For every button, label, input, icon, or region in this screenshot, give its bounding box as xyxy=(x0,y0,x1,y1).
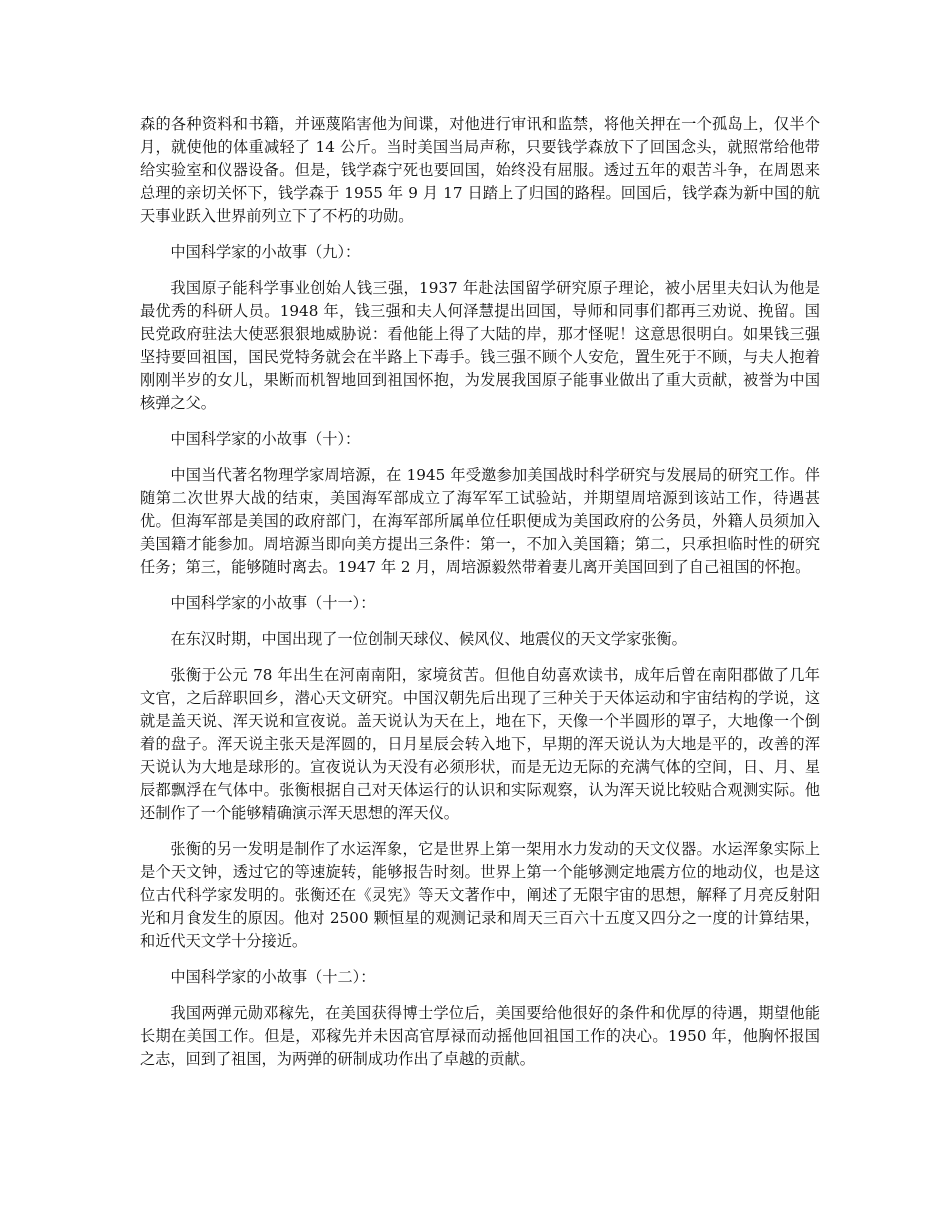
document-page xyxy=(140,113,820,1084)
story-heading-10: 中国科学家的小故事（十）： xyxy=(170,430,361,448)
story-heading-11: 中国科学家的小故事（十一）： xyxy=(170,594,376,612)
paragraph-deng-jiaxian: 我国两弹元勋邓稼先，在美国获得博士学位后，美国要给他很好的条件和优厚的待遇，期望他能长期在美国工作。但是，邓稼先并未因高官厚禄而动摇他回祖国工作的决心。1950 年，他胸怀报国之志，回到了祖国，为两弹的研制成功作出了卓越的贡献。 xyxy=(140,1004,820,1068)
paragraph-zhang-heng-intro: 在东汉时期，中国出现了一位创制天球仪、候风仪、地震仪的天文学家张衡。 xyxy=(170,630,687,648)
story-heading-9: 中国科学家的小故事（九）： xyxy=(170,243,361,261)
paragraph-qian-sanqiang: 我国原子能科学事业创始人钱三强，1937 年赴法国留学研究原子理论，被小居里夫妇认为他是最优秀的科研人员。1948 年，钱三强和夫人何泽慧提出回国，导师和同事们都再三劝说、挽留。国民党政府驻法大使恶狠狠地威胁说：看他能上得了大陆的岸，那才怪呢！这意思很明白。如果钱三强坚持要回祖国，国民党特务就会在半路上下毒手。钱三强不顾个人安危，置生死于不顾，与夫人抱着刚刚半岁的女儿，果断而机智地回到祖国怀抱，为发展我国原子能事业做出了重大贡献，被誉为中国核弹之父。 xyxy=(140,279,820,412)
paragraph-zhou-peiyuan: 中国当代著名物理学家周培源，在 1945 年受邀参加美国战时科学研究与发展局的研究工作。伴随第二次世界大战的结束，美国海军部成立了海军军工试验站，并期望周培源到该站工作，待遇甚优。但海军部是美国的政府部门，在海军部所属单位任职便成为美国政府的公务员，外籍人员须加入美国籍才能参加。周培源当即向美方提出三条件：第一，不加入美国籍；第二，只承担临时性的研究任务；第三，能够随时离去。1947 年 2 月，周培源毅然带着妻儿离开美国回到了自己祖国的怀抱。 xyxy=(140,466,820,576)
paragraph-zhang-heng-astronomy: 张衡于公元 78 年出生在河南南阳，家境贫苦。但他自幼喜欢读书，成年后曾在南阳郡做了几年文官，之后辞职回乡，潜心天文研究。中国汉朝先后出现了三种关于天体运动和宇宙结构的学说，这就是盖天说、浑天说和宣夜说。盖天说认为天在上，地在下，天像一个半圆形的罩子，大地像一个倒着的盘子。浑天说主张天是浑圆的，日月星辰会转入地下，早期的浑天说认为大地是平的，改善的浑天说认为大地是球形的。宣夜说认为天没有必须形状，而是无边无际的充满气体的空间，日、月、星辰都飘浮在气体中。张衡根据自己对天体运行的认识和实际观察，认为浑天说比较贴合观测实际。他还制作了一个能够精确演示浑天思想的浑天仪。 xyxy=(140,666,820,822)
story-heading-12: 中国科学家的小故事（十二）： xyxy=(170,968,376,986)
paragraph-zhang-heng-inventions: 张衡的另一发明是制作了水运浑象，它是世界上第一架用水力发动的天文仪器。水运浑象实际上是个天文钟，透过它的等速旋转，能够报告时刻。世界上第一个能够测定地震方位的地动仪，也是这位古代科学家发明的。张衡还在《灵宪》等天文著作中，阐述了无限宇宙的思想，解释了月亮反射阳光和月食发生的原因。他对 2500 颗恒星的观测记录和周天三百六十五度又四分之一度的计算结果，和近代天文学十分接近。 xyxy=(140,840,820,950)
paragraph-qian-xuesen-continuation: 森的各种资料和书籍，并诬蔑陷害他为间谍，对他进行审讯和监禁，将他关押在一个孤岛上，仅半个月，就使他的体重减轻了 14 公斤。当时美国当局声称，只要钱学森放下了回国念头，就照常给他带给实验室和仪器设备。但是，钱学森宁死也要回国，始终没有屈服。透过五年的艰苦斗争，在周恩来总理的亲切关怀下，钱学森于 1955 年 9 月 17 日踏上了归国的路程。回国后，钱学森为新中国的航天事业跃入世界前列立下了不朽的功勋。 xyxy=(140,115,820,225)
